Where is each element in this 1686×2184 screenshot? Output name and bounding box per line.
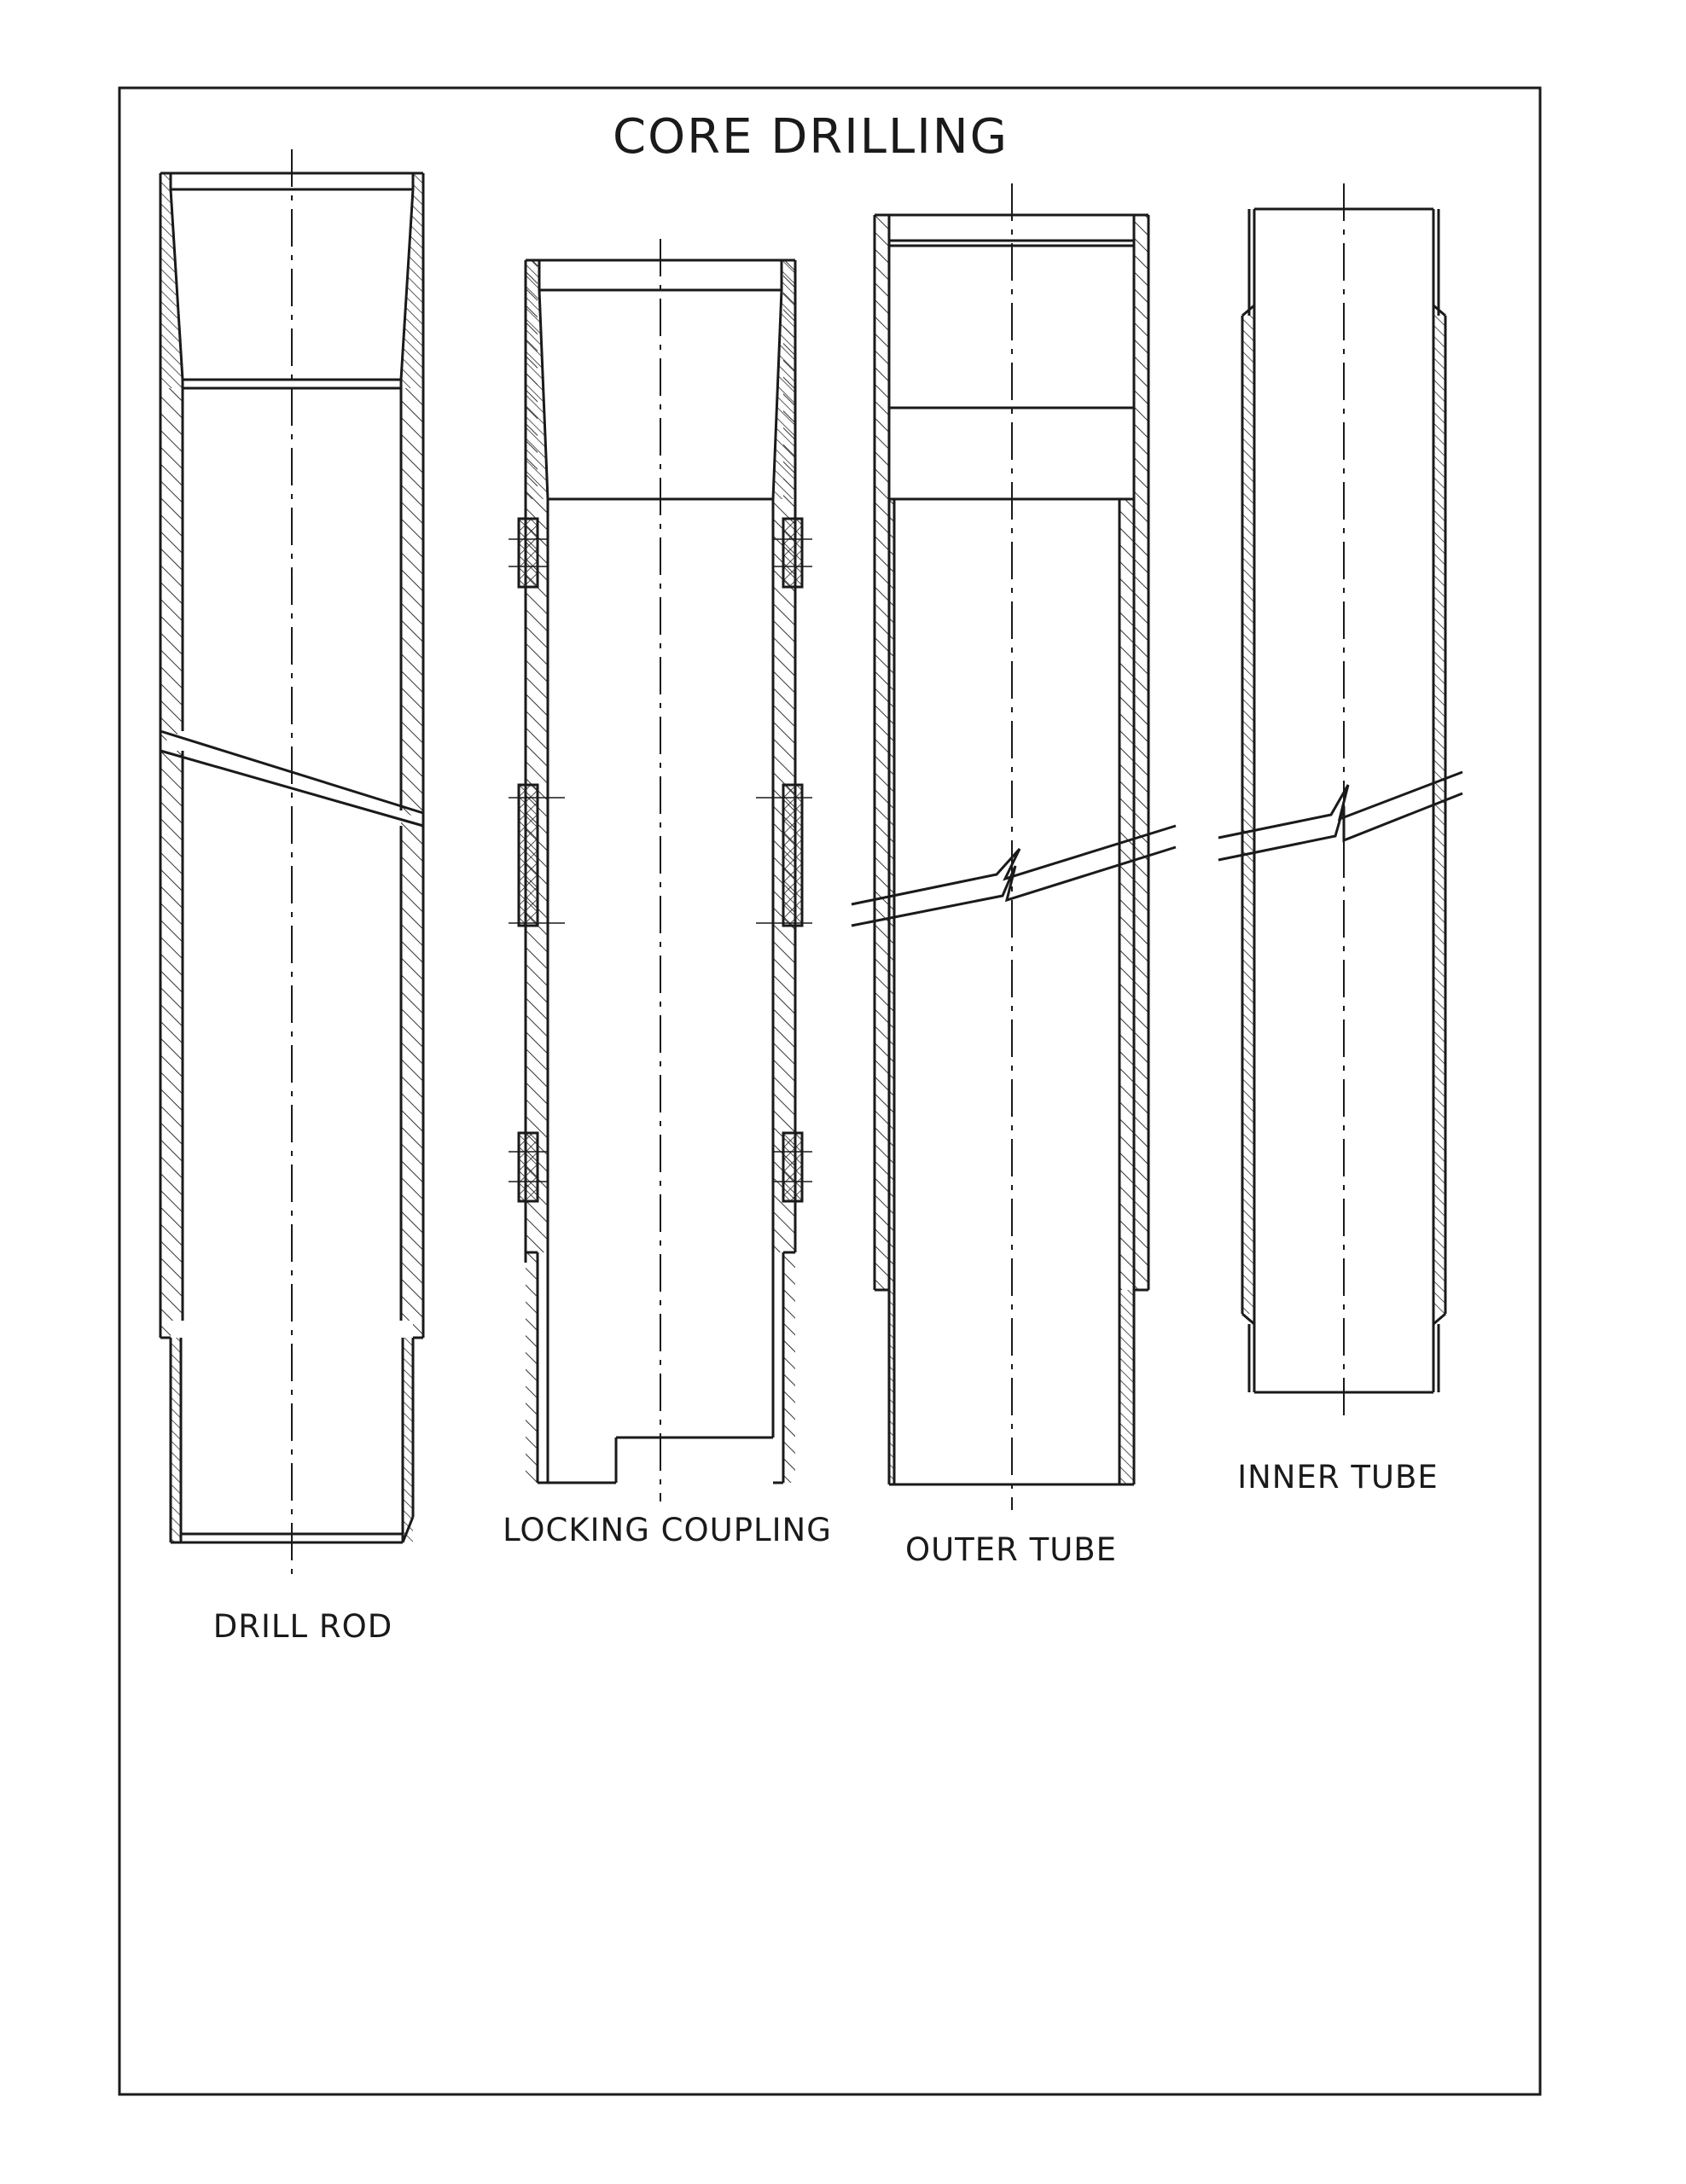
outer-tube-label: OUTER TUBE	[904, 1531, 1118, 1568]
drill-rod-drawing	[160, 149, 423, 1578]
inner-tube-drawing	[1218, 183, 1462, 1416]
inner-tube-label: INNER TUBE	[1237, 1459, 1439, 1496]
drill-rod-label: DRILL ROD	[212, 1608, 393, 1645]
locking-coupling-label: LOCKING COUPLING	[503, 1512, 832, 1548]
outer-tube-drawing	[852, 183, 1176, 1510]
page-title: CORE DRILLING	[612, 109, 1009, 165]
locking-coupling-drawing	[509, 239, 812, 1502]
